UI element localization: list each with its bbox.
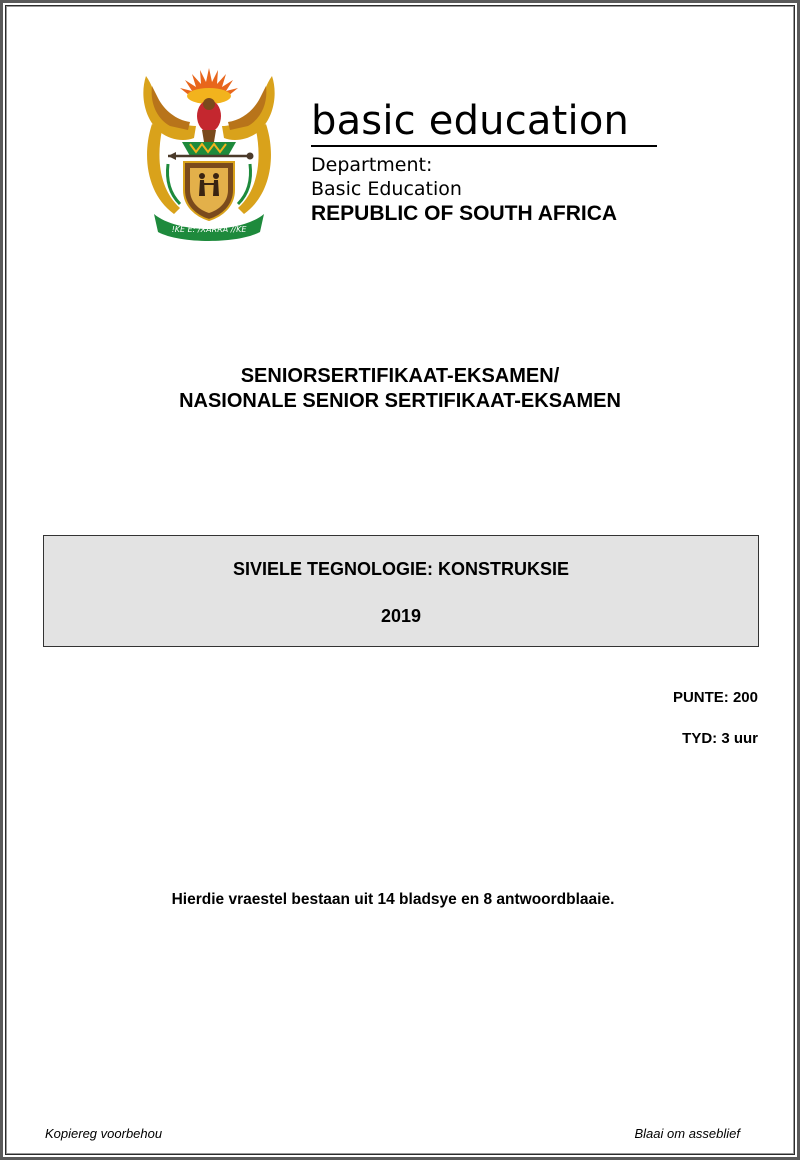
brand-divider <box>311 145 657 147</box>
svg-text:!KE E: /XARRA //KE: !KE E: /XARRA //KE <box>171 225 247 234</box>
exam-title-line2: NASIONALE SENIOR SERTIFIKAAT-EKSAMEN <box>179 390 621 412</box>
footer-turn-over: Blaai om asseblief <box>634 1126 740 1141</box>
brand-block <box>311 98 661 225</box>
footer-copyright: Kopiereg voorbehou <box>45 1126 163 1141</box>
subject-name: SIVIELE TEGNOLOGIE: KONSTRUKSIE <box>232 559 570 579</box>
brand-name: basic education <box>311 98 630 144</box>
shield-icon <box>184 162 234 220</box>
exam-title <box>0 364 800 414</box>
total-marks: PUNTE: 200 <box>672 689 758 706</box>
pages-note: Hierdie vraestel bestaan uit 14 bladsye en 8 antwoordblaaie. <box>171 891 615 908</box>
exam-duration: TYD: 3 uur <box>682 730 758 747</box>
country-name: REPUBLIC OF SOUTH AFRICA <box>311 202 618 225</box>
exam-title-line1: SENIORSERTIFIKAAT-EKSAMEN/ <box>240 365 560 387</box>
department-name: Basic Education <box>311 178 462 200</box>
secretary-bird-icon <box>197 98 221 142</box>
subject-year: 2019 <box>380 606 422 626</box>
subject-box <box>43 535 759 647</box>
department-label: Department: <box>311 154 433 176</box>
coat-of-arms-logo <box>138 64 280 242</box>
